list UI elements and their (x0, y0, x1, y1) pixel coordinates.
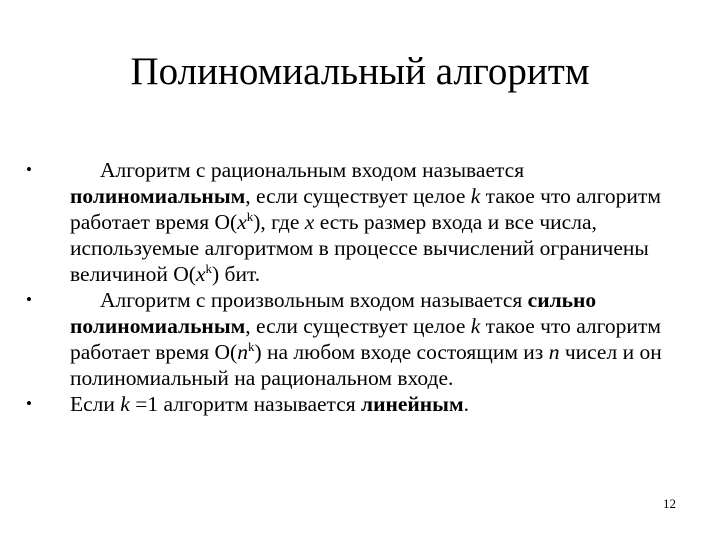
exponent: k (246, 209, 254, 224)
bullet-text: , если существует целое (245, 314, 471, 338)
bullet-item (26, 157, 696, 287)
variable: x (195, 262, 206, 286)
bullet-text: ) бит. (212, 262, 261, 286)
bullet-text: такое что алгоритм работает время O( (70, 184, 661, 234)
slide-title: Полиномиальный алгоритм (130, 50, 590, 93)
bullet-icon: • (26, 394, 32, 413)
bullet-text: Если (70, 392, 121, 416)
bullet-text: ) на любом входе состоящим из (254, 340, 549, 364)
bullet-text: есть размер входа и все числа, используемые алгоритмом в процессе вычислений ограничены величиной O( (70, 210, 649, 286)
bullet-item (26, 287, 696, 391)
exponent: k (205, 261, 212, 276)
bullet-text: чисел и он полиномиальный на рациональном входе. (70, 340, 662, 390)
bullet-text: ), где (253, 210, 305, 234)
variable: k (120, 392, 130, 416)
page-number: 12 (663, 496, 676, 511)
bullet-text: , если существует целое (245, 184, 471, 208)
bullet-text: Алгоритм с произвольным входом называется (100, 288, 528, 312)
variable: k (470, 184, 481, 208)
bold-term: полиномиальным (70, 184, 246, 208)
bullet-icon: • (26, 290, 32, 309)
variable: x (304, 210, 315, 234)
bullet-text: =1 алгоритм называется (129, 392, 362, 416)
variable: k (470, 314, 481, 338)
variable: x (237, 210, 247, 234)
bold-term: сильно полиномиальным (70, 288, 597, 338)
bold-term: линейным (361, 392, 464, 416)
bullet-icon: • (26, 160, 32, 179)
bullet-text: Алгоритм с рациональным входом называется (100, 158, 525, 182)
variable: n (237, 340, 248, 364)
bullet-text: такое что алгоритм работает время O( (70, 314, 661, 364)
variable: n (548, 340, 560, 364)
bullet-list (26, 157, 696, 417)
exponent: k (247, 339, 255, 354)
bullet-item (26, 391, 696, 417)
bullet-text: . (463, 392, 469, 416)
